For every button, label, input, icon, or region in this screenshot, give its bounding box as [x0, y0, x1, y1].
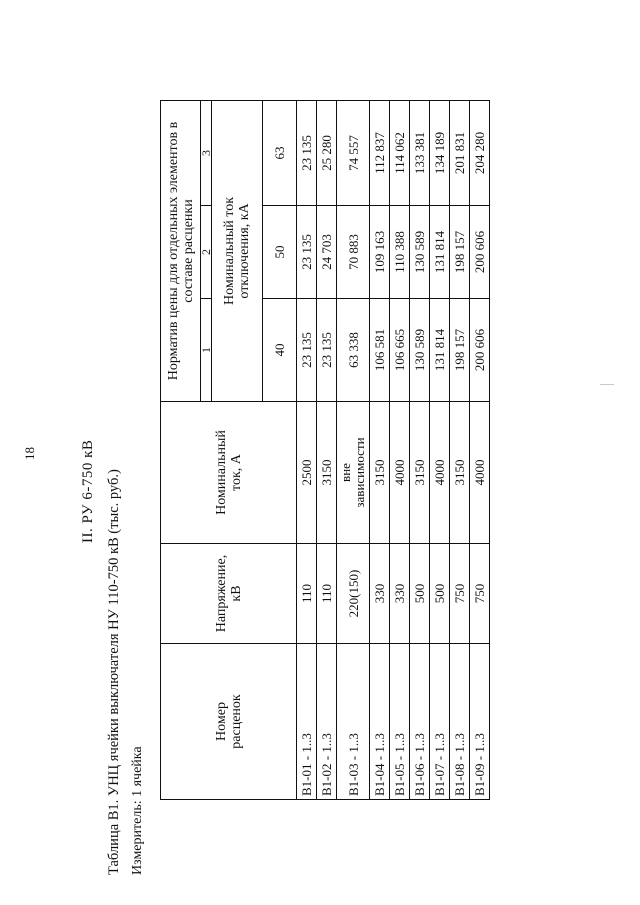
- row-value-40: 63 338: [337, 299, 370, 402]
- table-row: [430, 101, 450, 800]
- table-caption: Таблица В1. УНЦ ячейки выключателя НУ 110-750 кВ (тыс. руб.): [106, 469, 122, 875]
- row-code: В1-05 - 1..3: [390, 644, 410, 800]
- header-code: Номер расценок: [161, 644, 297, 800]
- row-current: 4000: [390, 402, 410, 544]
- row-value-63: 25 280: [317, 101, 337, 206]
- header-breaking-40: 40: [262, 299, 296, 402]
- row-current: 4000: [470, 402, 490, 544]
- row-value-50: 200 606: [470, 206, 490, 299]
- section-title: II. РУ 6-750 кВ: [80, 439, 96, 543]
- row-current: вне зависимости: [337, 402, 370, 544]
- row-value-63: 134 189: [430, 101, 450, 206]
- row-value-50: 109 163: [370, 206, 390, 299]
- row-value-50: 198 157: [450, 206, 470, 299]
- table-row: [337, 101, 370, 800]
- row-value-40: 200 606: [470, 299, 490, 402]
- row-value-40: 198 157: [450, 299, 470, 402]
- row-value-50: 23 135: [297, 206, 317, 299]
- table-row: [370, 101, 390, 800]
- table-row: [450, 101, 470, 800]
- row-value-50: 24 703: [317, 206, 337, 299]
- price-table: [160, 100, 490, 800]
- table-row: [297, 101, 317, 800]
- header-current: Номинальный ток, А: [161, 402, 297, 544]
- row-code: В1-01 - 1..3: [297, 644, 317, 800]
- row-code: В1-03 - 1..3: [337, 644, 370, 800]
- row-code: В1-04 - 1..3: [370, 644, 390, 800]
- header-col-num-1: 1: [201, 299, 212, 402]
- table-row: [410, 101, 430, 800]
- page-number: 18: [22, 447, 37, 460]
- row-value-40: 106 581: [370, 299, 390, 402]
- row-current: 2500: [297, 402, 317, 544]
- header-voltage: Напряжение, кВ: [161, 544, 297, 644]
- row-value-50: 130 589: [410, 206, 430, 299]
- row-current: 3150: [317, 402, 337, 544]
- row-voltage: 750: [470, 544, 490, 644]
- row-code: В1-09 - 1..3: [470, 644, 490, 800]
- header-breaking-63: 63: [262, 101, 296, 206]
- row-current: 3150: [370, 402, 390, 544]
- row-code: В1-08 - 1..3: [450, 644, 470, 800]
- row-value-40: 130 589: [410, 299, 430, 402]
- scan-artifact: [600, 384, 614, 385]
- row-value-40: 106 665: [390, 299, 410, 402]
- row-value-63: 133 381: [410, 101, 430, 206]
- row-value-50: 70 883: [337, 206, 370, 299]
- measure-unit: Измеритель: 1 ячейка: [130, 746, 145, 875]
- row-code: В1-06 - 1..3: [410, 644, 430, 800]
- table-row: [390, 101, 410, 800]
- header-breaking-current: Номинальный ток отключения, кА: [221, 196, 252, 306]
- row-voltage: 500: [430, 544, 450, 644]
- row-voltage: 330: [370, 544, 390, 644]
- header-col-num-2: 2: [201, 206, 212, 299]
- row-value-50: 131 814: [430, 206, 450, 299]
- row-value-63: 112 837: [370, 101, 390, 206]
- row-value-63: 23 135: [297, 101, 317, 206]
- row-value-40: 23 135: [317, 299, 337, 402]
- header-breaking-50: 50: [262, 206, 296, 299]
- row-voltage: 330: [390, 544, 410, 644]
- row-value-63: 201 831: [450, 101, 470, 206]
- row-voltage: 110: [297, 544, 317, 644]
- header-norm-group: Норматив цены для отдельных элементов в составе расценки: [161, 101, 201, 402]
- row-value-63: 74 557: [337, 101, 370, 206]
- row-current: 4000: [430, 402, 450, 544]
- row-value-63: 204 280: [470, 101, 490, 206]
- row-current: 3150: [410, 402, 430, 544]
- row-value-63: 114 062: [390, 101, 410, 206]
- table-row: [317, 101, 337, 800]
- row-code: В1-07 - 1..3: [430, 644, 450, 800]
- row-value-50: 110 388: [390, 206, 410, 299]
- header-col-num-3: 3: [201, 101, 212, 206]
- row-voltage: 220(150): [337, 544, 370, 644]
- row-voltage: 110: [317, 544, 337, 644]
- table-row: [470, 101, 490, 800]
- row-voltage: 750: [450, 544, 470, 644]
- row-value-40: 131 814: [430, 299, 450, 402]
- row-voltage: 500: [410, 544, 430, 644]
- row-current: 3150: [450, 402, 470, 544]
- row-value-40: 23 135: [297, 299, 317, 402]
- row-code: В1-02 - 1..3: [317, 644, 337, 800]
